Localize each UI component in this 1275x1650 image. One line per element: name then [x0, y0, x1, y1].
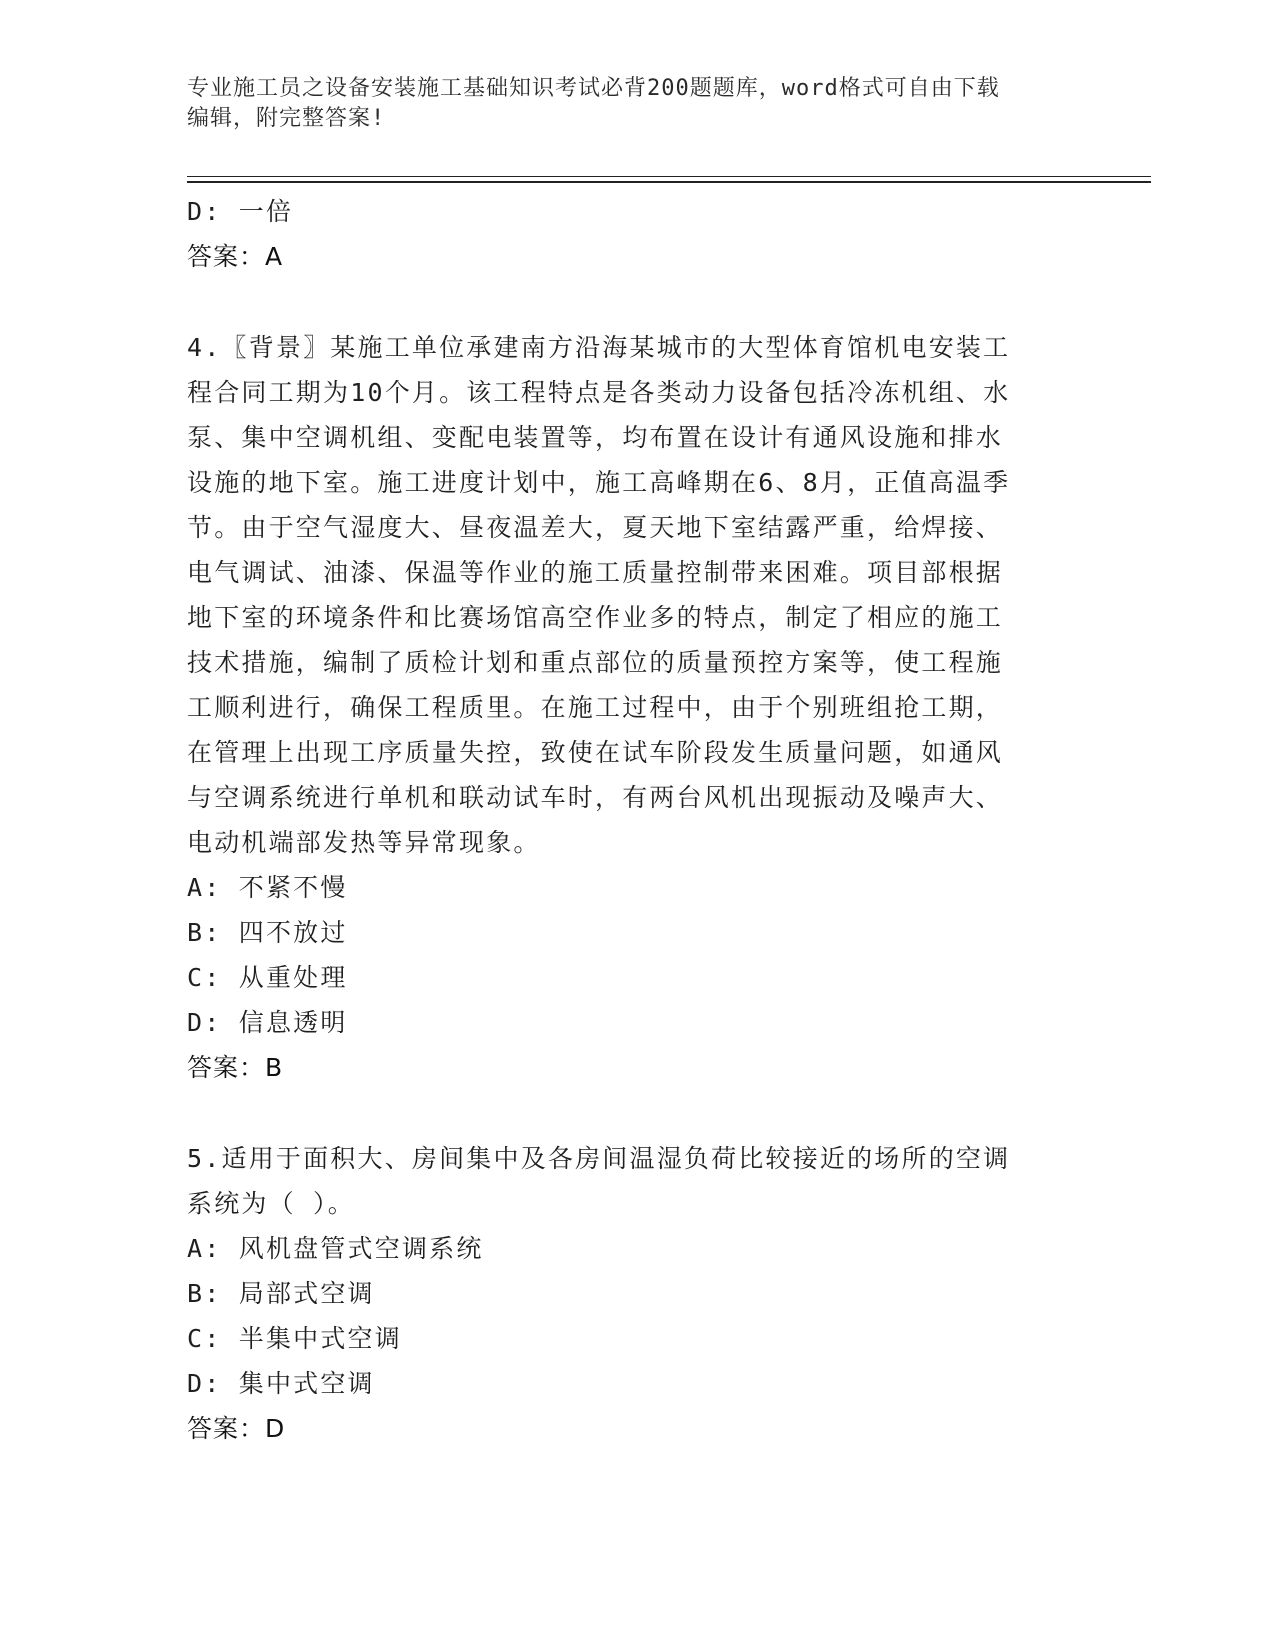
- question-line: 节。由于空气湿度大、昼夜温差大，夏天地下室结露严重，给焊接、: [187, 513, 1004, 542]
- document-body: [187, 189, 1067, 1451]
- header-line-2: 编辑，附完整答案!: [187, 106, 386, 131]
- question-line: 4.〖背景〗某施工单位承建南方沿海某城市的大型体育馆机电安装工: [187, 333, 1011, 362]
- question-3-tail: [187, 189, 1067, 279]
- question-line: 电气调试、油漆、保温等作业的施工质量控制带来困难。项目部根据: [187, 558, 1004, 587]
- question-line: 与空调系统进行单机和联动试车时，有两台风机出现振动及噪声大、: [187, 783, 1004, 812]
- header-divider-thick: [187, 181, 1151, 183]
- question-line: 电动机端部发热等异常现象。: [187, 828, 541, 857]
- option-a: A: 不紧不慢: [187, 873, 348, 902]
- option-d: D: 信息透明: [187, 1008, 348, 1037]
- option-c: C: 从重处理: [187, 963, 348, 992]
- question-line: 技术措施，编制了质检计划和重点部位的质量预控方案等，使工程施: [187, 648, 1004, 677]
- question-4: [187, 325, 1067, 1090]
- option-c: C: 半集中式空调: [187, 1324, 402, 1353]
- header-line-1: 专业施工员之设备安装施工基础知识考试必背200题题库，word格式可自由下载: [187, 76, 1000, 101]
- question-line: 在管理上出现工序质量失控，致使在试车阶段发生质量问题，如通风: [187, 738, 1004, 767]
- question-line: 5.适用于面积大、房间集中及各房间温湿负荷比较接近的场所的空调: [187, 1144, 1011, 1173]
- answer-line: 答案：B: [187, 1053, 284, 1082]
- option-b: B: 局部式空调: [187, 1279, 375, 1308]
- question-line: 泵、集中空调机组、变配电装置等，均布置在设计有通风设施和排水: [187, 423, 1004, 452]
- header-divider-thin: [187, 176, 1151, 177]
- option-b: B: 四不放过: [187, 918, 348, 947]
- question-line: 设施的地下室。施工进度计划中，施工高峰期在6、8月，正值高温季: [187, 468, 1011, 497]
- answer-line: 答案：D: [187, 1414, 286, 1443]
- page-header: [187, 74, 1087, 134]
- question-line: 地下室的环境条件和比赛场馆高空作业多的特点，制定了相应的施工: [187, 603, 1004, 632]
- option-d: D: 集中式空调: [187, 1369, 375, 1398]
- option-d: D: 一倍: [187, 197, 294, 226]
- question-line: 系统为（ ）。: [187, 1189, 355, 1218]
- spacer: [187, 279, 1067, 325]
- answer-line: 答案：A: [187, 242, 284, 271]
- question-line: 工顺利进行，确保工程质里。在施工过程中，由于个别班组抢工期，: [187, 693, 1004, 722]
- question-line: 程合同工期为10个月。该工程特点是各类动力设备包括冷冻机组、水: [187, 378, 1011, 407]
- question-text: [187, 325, 1067, 865]
- question-5: [187, 1136, 1067, 1451]
- spacer: [187, 1090, 1067, 1136]
- question-text: [187, 1136, 1067, 1226]
- option-a: A: 风机盘管式空调系统: [187, 1234, 484, 1263]
